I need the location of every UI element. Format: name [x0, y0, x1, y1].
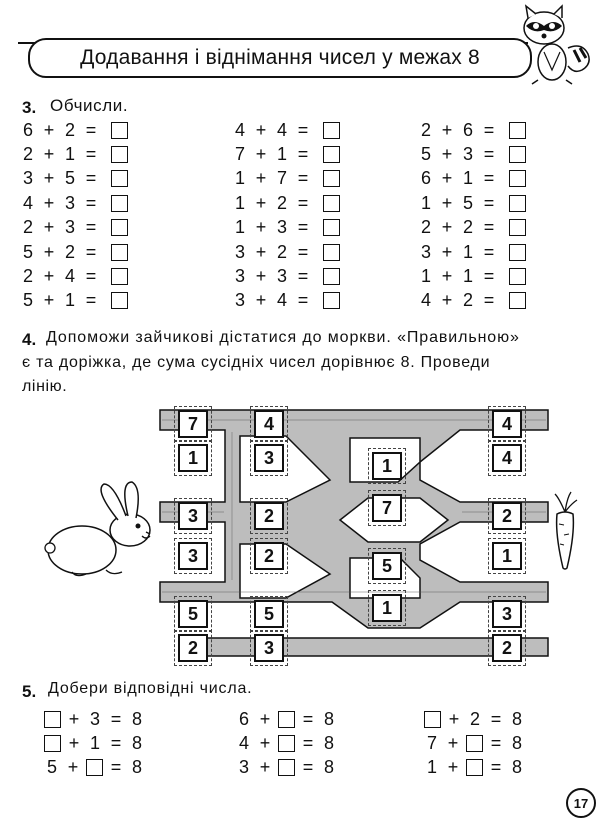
operator: = [483, 143, 495, 164]
page-title: Додавання і віднімання чисел у межах 8 [28, 38, 532, 78]
result: 8 [511, 756, 522, 777]
operator: + [68, 732, 80, 753]
operator: = [490, 756, 502, 777]
operand: 2 [64, 119, 75, 140]
operand: 5 [46, 756, 57, 777]
operand: 6 [22, 119, 33, 140]
operator: + [68, 708, 80, 729]
operand: 6 [420, 168, 431, 189]
answer-box[interactable] [466, 759, 483, 776]
maze-box: 3 [254, 634, 284, 662]
operator: + [255, 119, 267, 140]
operand: 1 [89, 732, 100, 753]
equation-row [44, 708, 145, 730]
equation-row [424, 708, 525, 730]
operand: 2 [22, 143, 33, 164]
maze-box: 5 [178, 600, 208, 628]
operator: = [483, 119, 495, 140]
result: 8 [511, 708, 522, 729]
operator: + [43, 217, 55, 238]
operand: 4 [420, 290, 431, 311]
task5-number: 5. [22, 682, 37, 701]
maze-box: 3 [178, 542, 208, 570]
operator: = [483, 290, 495, 311]
operator: + [259, 732, 271, 753]
operand: 1 [276, 143, 287, 164]
operand: 3 [276, 265, 287, 286]
equation-row [424, 756, 525, 778]
operand: 3 [64, 192, 75, 213]
operand: 7 [234, 143, 245, 164]
operator: = [297, 168, 309, 189]
operand: 3 [276, 217, 287, 238]
maze-box: 4 [492, 410, 522, 438]
result: 8 [131, 708, 142, 729]
operand: 4 [276, 119, 287, 140]
operator: + [447, 756, 459, 777]
answer-box[interactable] [44, 711, 61, 728]
operator: + [43, 168, 55, 189]
operand: 6 [462, 119, 473, 140]
operator: = [85, 217, 97, 238]
operator: = [85, 143, 97, 164]
operand: 5 [22, 290, 33, 311]
operand: 3 [462, 143, 473, 164]
operator: + [67, 756, 79, 777]
operator: = [483, 265, 495, 286]
operator: + [441, 119, 453, 140]
operator: = [483, 192, 495, 213]
operand: 1 [462, 265, 473, 286]
answer-box[interactable] [44, 735, 61, 752]
operator: = [297, 265, 309, 286]
operator: = [85, 192, 97, 213]
operand: 1 [426, 756, 437, 777]
equation-row [236, 756, 337, 778]
operator: = [297, 119, 309, 140]
maze-box: 5 [372, 552, 402, 580]
operator: = [297, 217, 309, 238]
operator: + [259, 708, 271, 729]
operand: 2 [469, 708, 480, 729]
result: 8 [511, 732, 522, 753]
operand: 7 [276, 168, 287, 189]
operand: 4 [238, 732, 249, 753]
equation-row [44, 732, 145, 754]
operand: 3 [238, 756, 249, 777]
operand: 5 [462, 192, 473, 213]
operand: 3 [420, 241, 431, 262]
operand: 3 [234, 241, 245, 262]
operand: 5 [22, 241, 33, 262]
result: 8 [323, 756, 334, 777]
operator: = [302, 708, 314, 729]
operand: 3 [89, 708, 100, 729]
operand: 4 [234, 119, 245, 140]
operand: 1 [234, 217, 245, 238]
task3-number: 3. [22, 98, 37, 117]
operand: 1 [462, 241, 473, 262]
operand: 4 [276, 290, 287, 311]
result: 8 [131, 732, 142, 753]
operator: + [255, 192, 267, 213]
operator: + [255, 265, 267, 286]
maze-box: 2 [254, 542, 284, 570]
answer-box[interactable] [424, 711, 441, 728]
operator: + [43, 290, 55, 311]
operator: = [110, 756, 122, 777]
page-number: 17 [566, 788, 596, 818]
operator: = [297, 290, 309, 311]
maze-box: 1 [492, 542, 522, 570]
operator: + [255, 143, 267, 164]
answer-box[interactable] [86, 759, 103, 776]
operator: + [255, 241, 267, 262]
answer-box[interactable] [278, 759, 295, 776]
task3-instruction: Обчисли. [50, 96, 129, 115]
maze-box: 2 [492, 502, 522, 530]
operator: = [85, 119, 97, 140]
operator: = [302, 756, 314, 777]
operator: + [448, 708, 460, 729]
operand: 1 [462, 168, 473, 189]
operator: = [85, 241, 97, 262]
operand: 2 [462, 290, 473, 311]
operator: = [490, 732, 502, 753]
result: 8 [323, 708, 334, 729]
operator: + [441, 168, 453, 189]
operand: 3 [234, 290, 245, 311]
operator: = [483, 168, 495, 189]
task5-instruction: Добери відповідні числа. [48, 680, 253, 697]
maze-box: 1 [372, 452, 402, 480]
operator: + [43, 265, 55, 286]
maze-box: 5 [254, 600, 284, 628]
operator: = [302, 732, 314, 753]
operator: + [43, 241, 55, 262]
operator: = [297, 192, 309, 213]
operand: 2 [22, 265, 33, 286]
equation-row [44, 756, 145, 778]
operator: + [441, 241, 453, 262]
operand: 7 [426, 732, 437, 753]
maze-box: 2 [178, 634, 208, 662]
maze-box: 4 [492, 444, 522, 472]
operand: 5 [64, 168, 75, 189]
equation-row [236, 708, 337, 730]
operator: = [85, 265, 97, 286]
task4-line2: є та доріжка, де сума сусідніх чисел дорівнює 8. Проведи [22, 354, 491, 371]
maze-box: 7 [178, 410, 208, 438]
operator: = [85, 290, 97, 311]
maze-box: 3 [492, 600, 522, 628]
operator: + [441, 290, 453, 311]
task4-line1: Допоможи зайчикові дістатися до моркви. «Правильною» [46, 329, 520, 346]
operator: + [43, 143, 55, 164]
bunny-illustration [42, 480, 162, 580]
answer-box[interactable] [278, 711, 295, 728]
operator: = [483, 217, 495, 238]
operator: = [297, 143, 309, 164]
operator: = [483, 241, 495, 262]
equation-row [236, 732, 337, 754]
operand: 2 [276, 192, 287, 213]
operand: 1 [234, 168, 245, 189]
operator: + [441, 217, 453, 238]
task4-line3: лінію. [22, 378, 68, 395]
maze-box: 2 [492, 634, 522, 662]
maze-box: 4 [254, 410, 284, 438]
operand: 1 [64, 290, 75, 311]
operator: = [85, 168, 97, 189]
operator: = [297, 241, 309, 262]
maze-box: 2 [254, 502, 284, 530]
task4-number: 4. [22, 330, 37, 349]
operand: 3 [22, 168, 33, 189]
operand: 1 [420, 265, 431, 286]
operator: + [255, 217, 267, 238]
operator: + [255, 168, 267, 189]
maze-box: 3 [178, 502, 208, 530]
operator: + [259, 756, 271, 777]
operand: 4 [64, 265, 75, 286]
operand: 5 [420, 143, 431, 164]
operator: + [255, 290, 267, 311]
operator: = [110, 708, 122, 729]
equation-row [424, 732, 525, 754]
maze-box: 7 [372, 494, 402, 522]
operand: 1 [234, 192, 245, 213]
operand: 4 [22, 192, 33, 213]
operand: 6 [238, 708, 249, 729]
operator: + [441, 265, 453, 286]
operand: 2 [420, 217, 431, 238]
answer-box[interactable] [278, 735, 295, 752]
operand: 1 [64, 143, 75, 164]
maze-box: 1 [372, 594, 402, 622]
result: 8 [323, 732, 334, 753]
maze-box: 3 [254, 444, 284, 472]
answer-box[interactable] [466, 735, 483, 752]
result: 8 [131, 756, 142, 777]
operand: 3 [64, 217, 75, 238]
operand: 3 [234, 265, 245, 286]
operand: 2 [64, 241, 75, 262]
operator: + [43, 119, 55, 140]
operator: = [110, 732, 122, 753]
operator: = [490, 708, 502, 729]
operand: 2 [276, 241, 287, 262]
operator: + [441, 192, 453, 213]
operator: + [43, 192, 55, 213]
operator: + [441, 143, 453, 164]
carrot-illustration [545, 490, 585, 570]
operator: + [447, 732, 459, 753]
operand: 2 [462, 217, 473, 238]
maze-box: 1 [178, 444, 208, 472]
operand: 2 [420, 119, 431, 140]
operand: 2 [22, 217, 33, 238]
operand: 1 [420, 192, 431, 213]
